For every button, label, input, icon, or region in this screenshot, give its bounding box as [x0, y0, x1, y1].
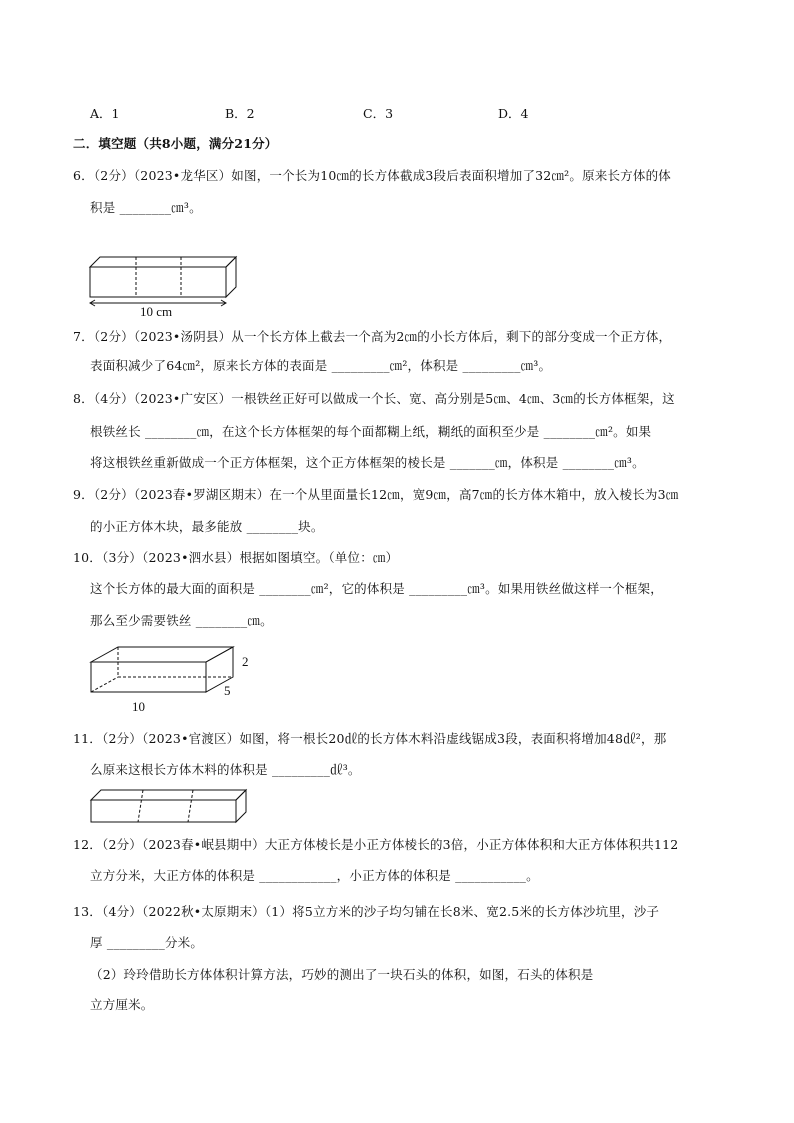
- section-title: 二．填空题（共8小题，满分21分）: [73, 136, 278, 151]
- q8-line1: 8．（4分）（2023•广安区）一根铁丝正好可以做成一个长、宽、高分别是5㎝、4㎝、3㎝的长方体框架，这: [73, 391, 675, 406]
- figure-q10-length-label: 10: [132, 699, 145, 714]
- q13-line3: （2）玲玲借助长方体体积计算方法，巧妙的测出了一块石头的体积，如图，石头的体积是: [90, 967, 594, 982]
- figure-q6-length-label: 10 cm: [140, 304, 173, 319]
- q9-line1: 9．（2分）（2023春•罗湖区期末）在一个从里面量长12㎝，宽9㎝，高7㎝的长方体木箱中，放入棱长为3㎝: [73, 487, 679, 502]
- q6-line2: 积是 ________㎝³。: [90, 200, 202, 215]
- q13-line1: 13．（4分）（2022秋•太原期末）（1）将5立方米的沙子均匀铺在长8米、宽2.5米的长方体沙坑里，沙子: [73, 904, 660, 919]
- q7-line1: 7．（2分）（2023•汤阴县）从一个长方体上截去一个高为2㎝的小长方体后，剩下的部分变成一个正方体，: [73, 329, 672, 344]
- q6-line1: 6．（2分）（2023•龙华区）如图，一个长为10㎝的长方体截成3段后表面积增加了32㎝²。原来长方体的体: [73, 168, 671, 183]
- figure-q10-width-label: 5: [224, 683, 231, 698]
- q9-line2: 的小正方体木块，最多能放 ________块。: [90, 519, 324, 534]
- q13-line4: 立方厘米。: [90, 997, 154, 1012]
- q10-line3: 那么至少需要铁丝 ________㎝。: [90, 613, 273, 628]
- q8-line2: 根铁丝长 ________㎝，在这个长方体框架的每个面都糊上纸，糊纸的面积至少是 ________㎝²。如果: [90, 424, 652, 439]
- option-a: A．1: [90, 106, 120, 121]
- option-b: B．2: [225, 106, 255, 121]
- figure-q11-cuboid: [88, 788, 250, 828]
- q8-line3: 将这根铁丝重新做成一个正方体框架，这个正方体框架的棱长是 _______㎝，体积是 ________㎝³。: [90, 455, 645, 470]
- q7-line2: 表面积减少了64㎝²，原来长方体的表面是 _________㎝²，体积是 _________㎝³。: [90, 358, 552, 373]
- q12-line1: 12．（2分）（2023春•岷县期中）大正方体棱长是小正方体棱长的3倍，小正方体体积和大正方体体积共112: [73, 837, 679, 852]
- option-c: C．3: [363, 106, 394, 121]
- q12-line2: 立方分米，大正方体的体积是 ____________，小正方体的体积是 ___________。: [90, 868, 539, 883]
- q10-line2: 这个长方体的最大面的面积是 ________㎝²，它的体积是 _________㎝³。如果用铁丝做这样一个框架，: [90, 581, 663, 596]
- figure-q6-cuboid: [86, 253, 246, 321]
- q11-line1: 11．（2分）（2023•官渡区）如图，将一根长20㎗的长方体木料沿虚线锯成3段，表面积将增加48㎗²，那: [73, 731, 667, 746]
- q10-line1: 10．（3分）（2023•泗水县）根据如图填空。（单位：㎝）: [73, 550, 399, 565]
- q13-line2: 厚 _________分米。: [90, 935, 204, 950]
- figure-q10-cuboid: [88, 644, 263, 716]
- figure-q10-height-label: 2: [242, 654, 249, 669]
- option-d: D．4: [498, 106, 529, 121]
- q11-line2: 么原来这根长方体木料的体积是 _________㎗³。: [90, 762, 361, 777]
